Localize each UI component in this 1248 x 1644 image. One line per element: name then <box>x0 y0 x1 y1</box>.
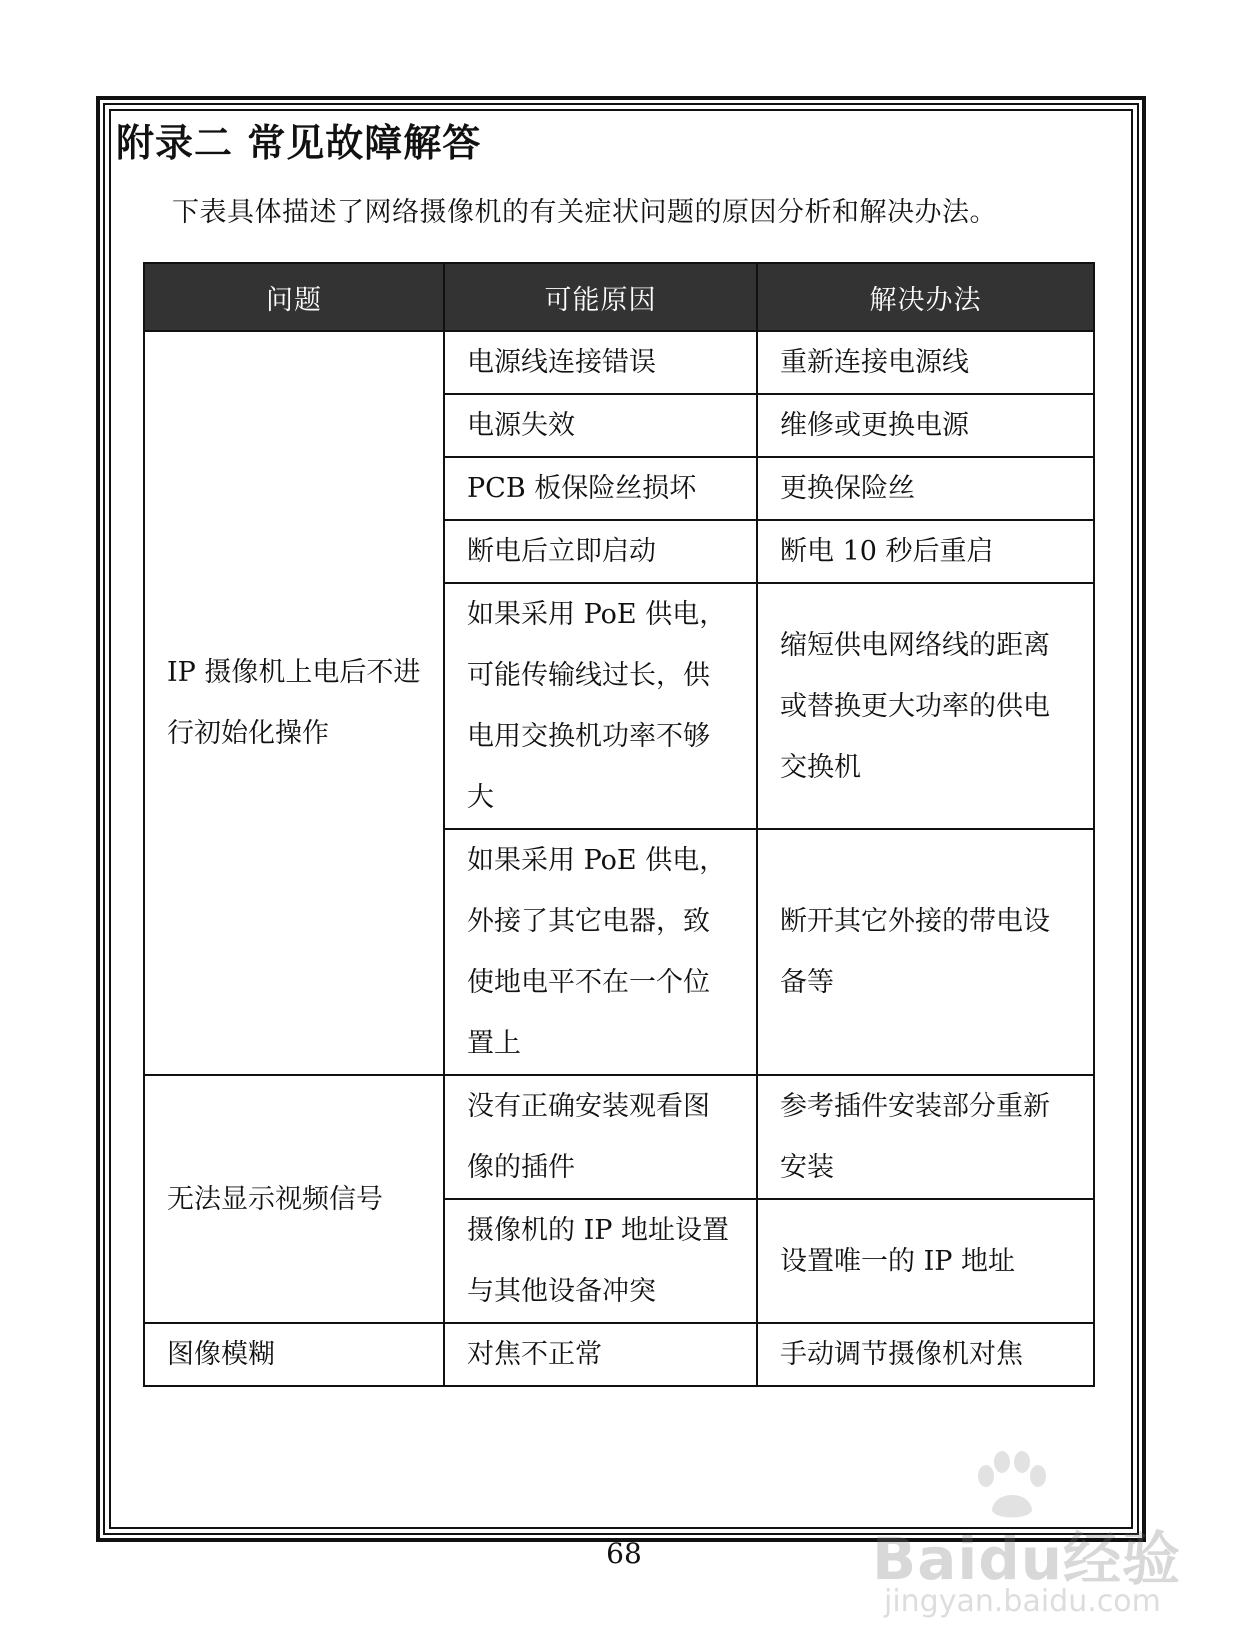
problem-cell <box>144 1323 444 1386</box>
solution-cell <box>757 394 1094 457</box>
solution-text: 缩短供电网络线的距离或替换更大功率的供电交换机 <box>780 629 1050 783</box>
solution-cell <box>757 331 1094 394</box>
cause-text: 对焦不正常 <box>467 1339 602 1370</box>
problem-text: 无法显示视频信号 <box>167 1183 383 1215</box>
table-header-row <box>144 263 1094 331</box>
cause-cell <box>444 829 757 1075</box>
cause-cell <box>444 331 757 394</box>
problem-text: IP 摄像机上电后不进行初始化操作 <box>167 657 421 749</box>
problem-cell <box>144 331 444 1075</box>
watermark-text: Baidu经验 <box>872 1525 1182 1593</box>
paw-logo-icon <box>972 1450 1052 1520</box>
cause-cell <box>444 520 757 583</box>
header-problem: 问题 <box>144 263 444 331</box>
solution-text: 设置唯一的 IP 地址 <box>780 1245 1015 1277</box>
cause-text: 电源线连接错误 <box>467 347 656 378</box>
cause-cell <box>444 1199 757 1323</box>
solution-cell <box>757 829 1094 1075</box>
solution-cell <box>757 1323 1094 1386</box>
solution-cell <box>757 457 1094 520</box>
solution-text: 维修或更换电源 <box>780 410 969 441</box>
solution-cell <box>757 583 1094 829</box>
baidu-watermark <box>872 1450 1182 1630</box>
solution-text: 手动调节摄像机对焦 <box>780 1339 1023 1370</box>
cause-text: 没有正确安装观看图像的插件 <box>467 1091 710 1183</box>
problem-cell <box>144 1075 444 1323</box>
table-row <box>144 1075 1094 1199</box>
header-solution: 解决办法 <box>757 263 1094 331</box>
header-cause: 可能原因 <box>444 263 757 331</box>
solution-text: 断电 10 秒后重启 <box>780 536 994 567</box>
solution-cell <box>757 1199 1094 1323</box>
cause-text: 断电后立即启动 <box>467 536 656 567</box>
cause-cell <box>444 583 757 829</box>
solution-text: 断开其它外接的带电设备等 <box>780 906 1050 998</box>
cause-text: 如果采用 PoE 供电，外接了其它电器，致使地电平不在一个位置上 <box>467 845 727 1059</box>
faq-table <box>143 262 1095 1387</box>
solution-text: 参考插件安装部分重新安装 <box>780 1091 1050 1183</box>
table-row <box>144 1323 1094 1386</box>
page-number: 68 <box>606 1537 642 1570</box>
cause-cell <box>444 1323 757 1386</box>
cause-cell <box>444 1075 757 1199</box>
cause-cell <box>444 457 757 520</box>
solution-cell <box>757 1075 1094 1199</box>
problem-text: 图像模糊 <box>167 1339 275 1370</box>
watermark-url: jingyan.baidu.com <box>884 1584 1161 1619</box>
table-row <box>144 331 1094 394</box>
cause-text: PCB 板保险丝损坏 <box>467 473 697 504</box>
page-title: 附录二 常见故障解答 <box>116 121 482 165</box>
solution-cell <box>757 520 1094 583</box>
solution-text: 更换保险丝 <box>780 473 915 504</box>
solution-text: 重新连接电源线 <box>780 347 969 378</box>
cause-text: 摄像机的 IP 地址设置与其他设备冲突 <box>467 1215 729 1307</box>
cause-text: 电源失效 <box>467 410 575 441</box>
cause-text: 如果采用 PoE 供电，可能传输线过长，供电用交换机功率不够大 <box>467 599 727 813</box>
cause-cell <box>444 394 757 457</box>
intro-text: 下表具体描述了网络摄像机的有关症状问题的原因分析和解决办法。 <box>172 197 997 228</box>
